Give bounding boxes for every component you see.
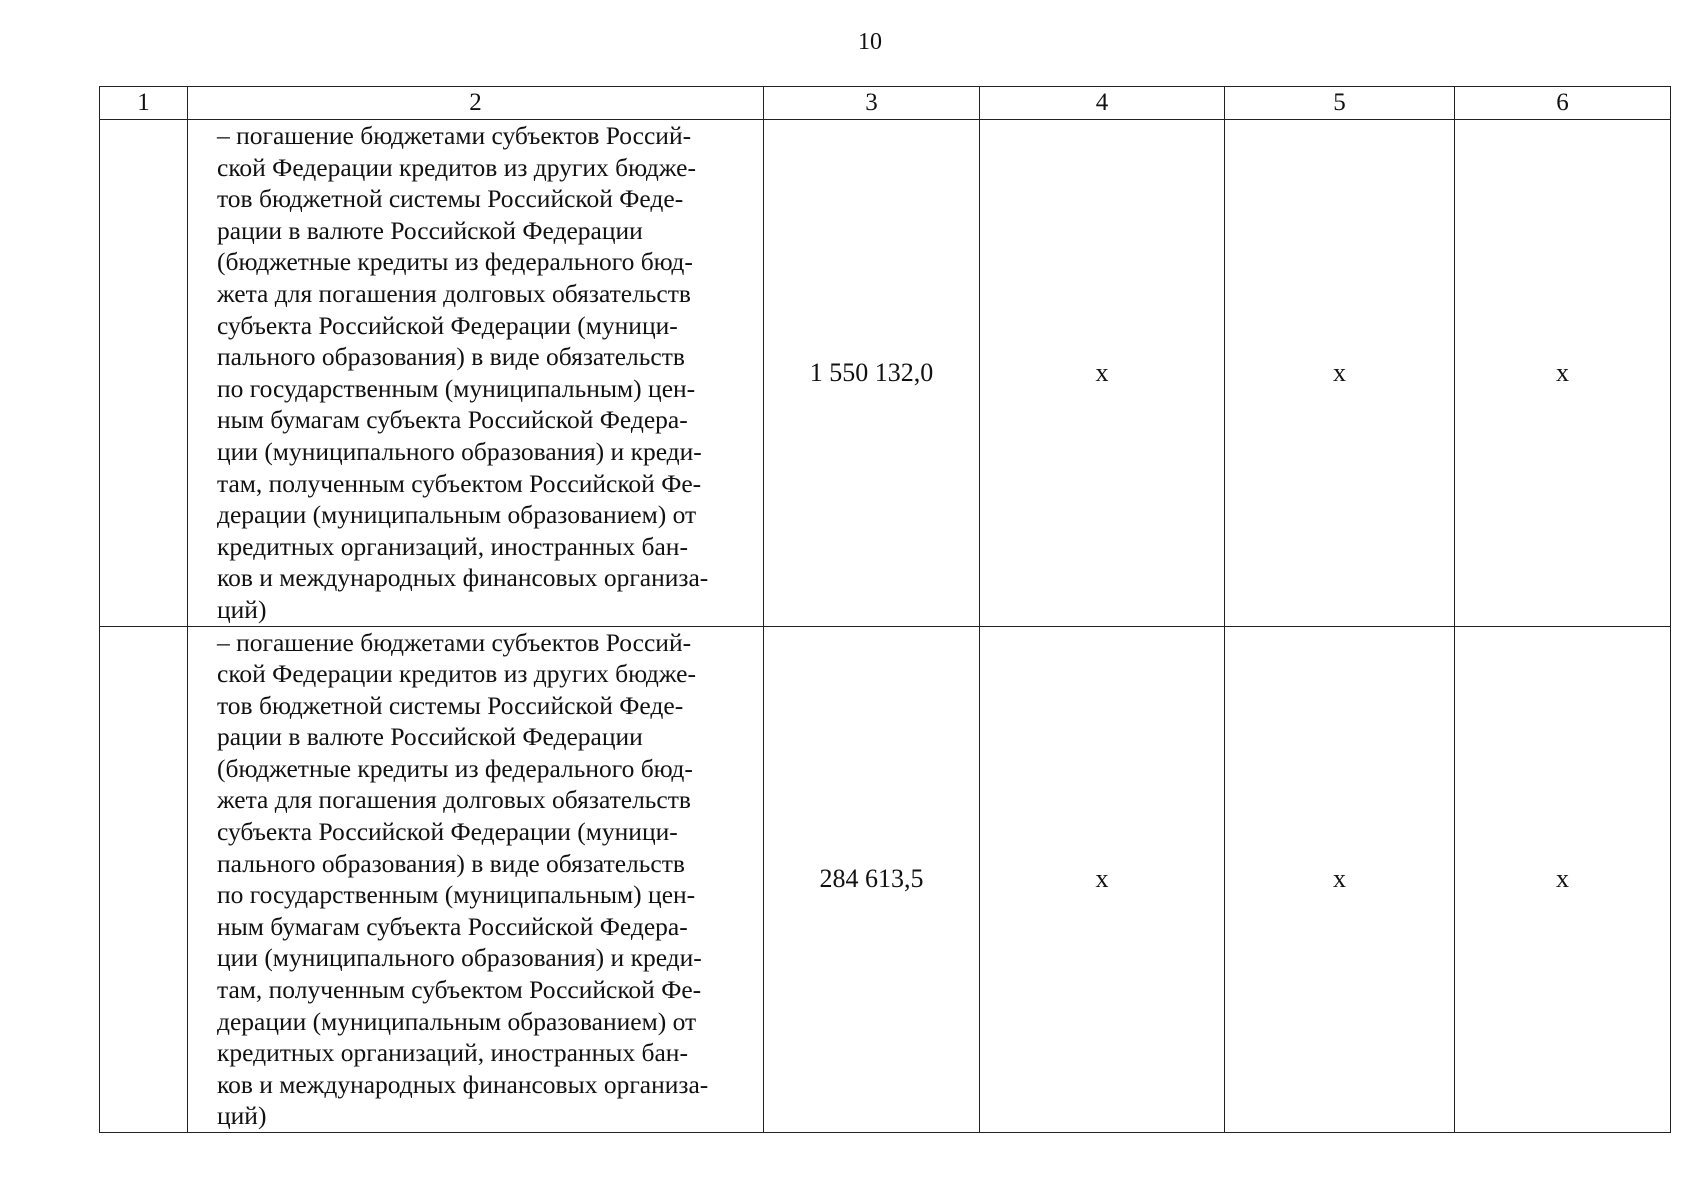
table-row: [100, 120, 1671, 627]
column-5-cell: x: [1225, 120, 1455, 627]
column-header-2: 2: [188, 87, 764, 120]
table-body: [100, 120, 1671, 1133]
page-number: 10: [858, 29, 882, 55]
column-4-cell: x: [980, 120, 1225, 627]
row-number-cell: [100, 120, 188, 627]
column-header-6: 6: [1455, 87, 1671, 120]
column-4-cell: x: [980, 626, 1225, 1133]
row-number-cell: [100, 626, 188, 1133]
column-header-4: 4: [980, 87, 1225, 120]
amount-cell: 1 550 132,0: [764, 120, 980, 627]
column-header-5: 5: [1225, 87, 1455, 120]
column-6-cell: x: [1455, 626, 1671, 1133]
header-row: [100, 87, 1671, 120]
column-header-1: 1: [100, 87, 188, 120]
column-5-cell: x: [1225, 626, 1455, 1133]
description-cell: – погашение бюджетами субъектов Россий- ской Федерации кредитов из других бюдже- тов бюджетной системы Российской Феде- рации в валюте Российской Федерации (бюджетные кредиты из федерального бюд- жета для погашения долговых обязательств субъекта Российской Федерации (муници- пального образования) в виде обязательств по государственным (муниципальным) цен- ным бумагам субъекта Российской Федера- ции (муниципального образования) и креди- там, полученным субъектом Российской Фе- дерации (муниципальным образованием) от кредитных организаций, иностранных бан- ков и международных финансовых организа- ций): [188, 626, 764, 1133]
column-6-cell: x: [1455, 120, 1671, 627]
budget-table: [99, 86, 1671, 1133]
table-header: [100, 87, 1671, 120]
description-cell: – погашение бюджетами субъектов Россий- ской Федерации кредитов из других бюдже- тов бюджетной системы Российской Феде- рации в валюте Российской Федерации (бюджетные кредиты из федерального бюд- жета для погашения долговых обязательств субъекта Российской Федерации (муници- пального образования) в виде обязательств по государственным (муниципальным) цен- ным бумагам субъекта Российской Федера- ции (муниципального образования) и креди- там, полученным субъектом Российской Фе- дерации (муниципальным образованием) от кредитных организаций, иностранных бан- ков и международных финансовых организа- ций): [188, 120, 764, 627]
amount-cell: 284 613,5: [764, 626, 980, 1133]
table-row: [100, 626, 1671, 1133]
column-header-3: 3: [764, 87, 980, 120]
